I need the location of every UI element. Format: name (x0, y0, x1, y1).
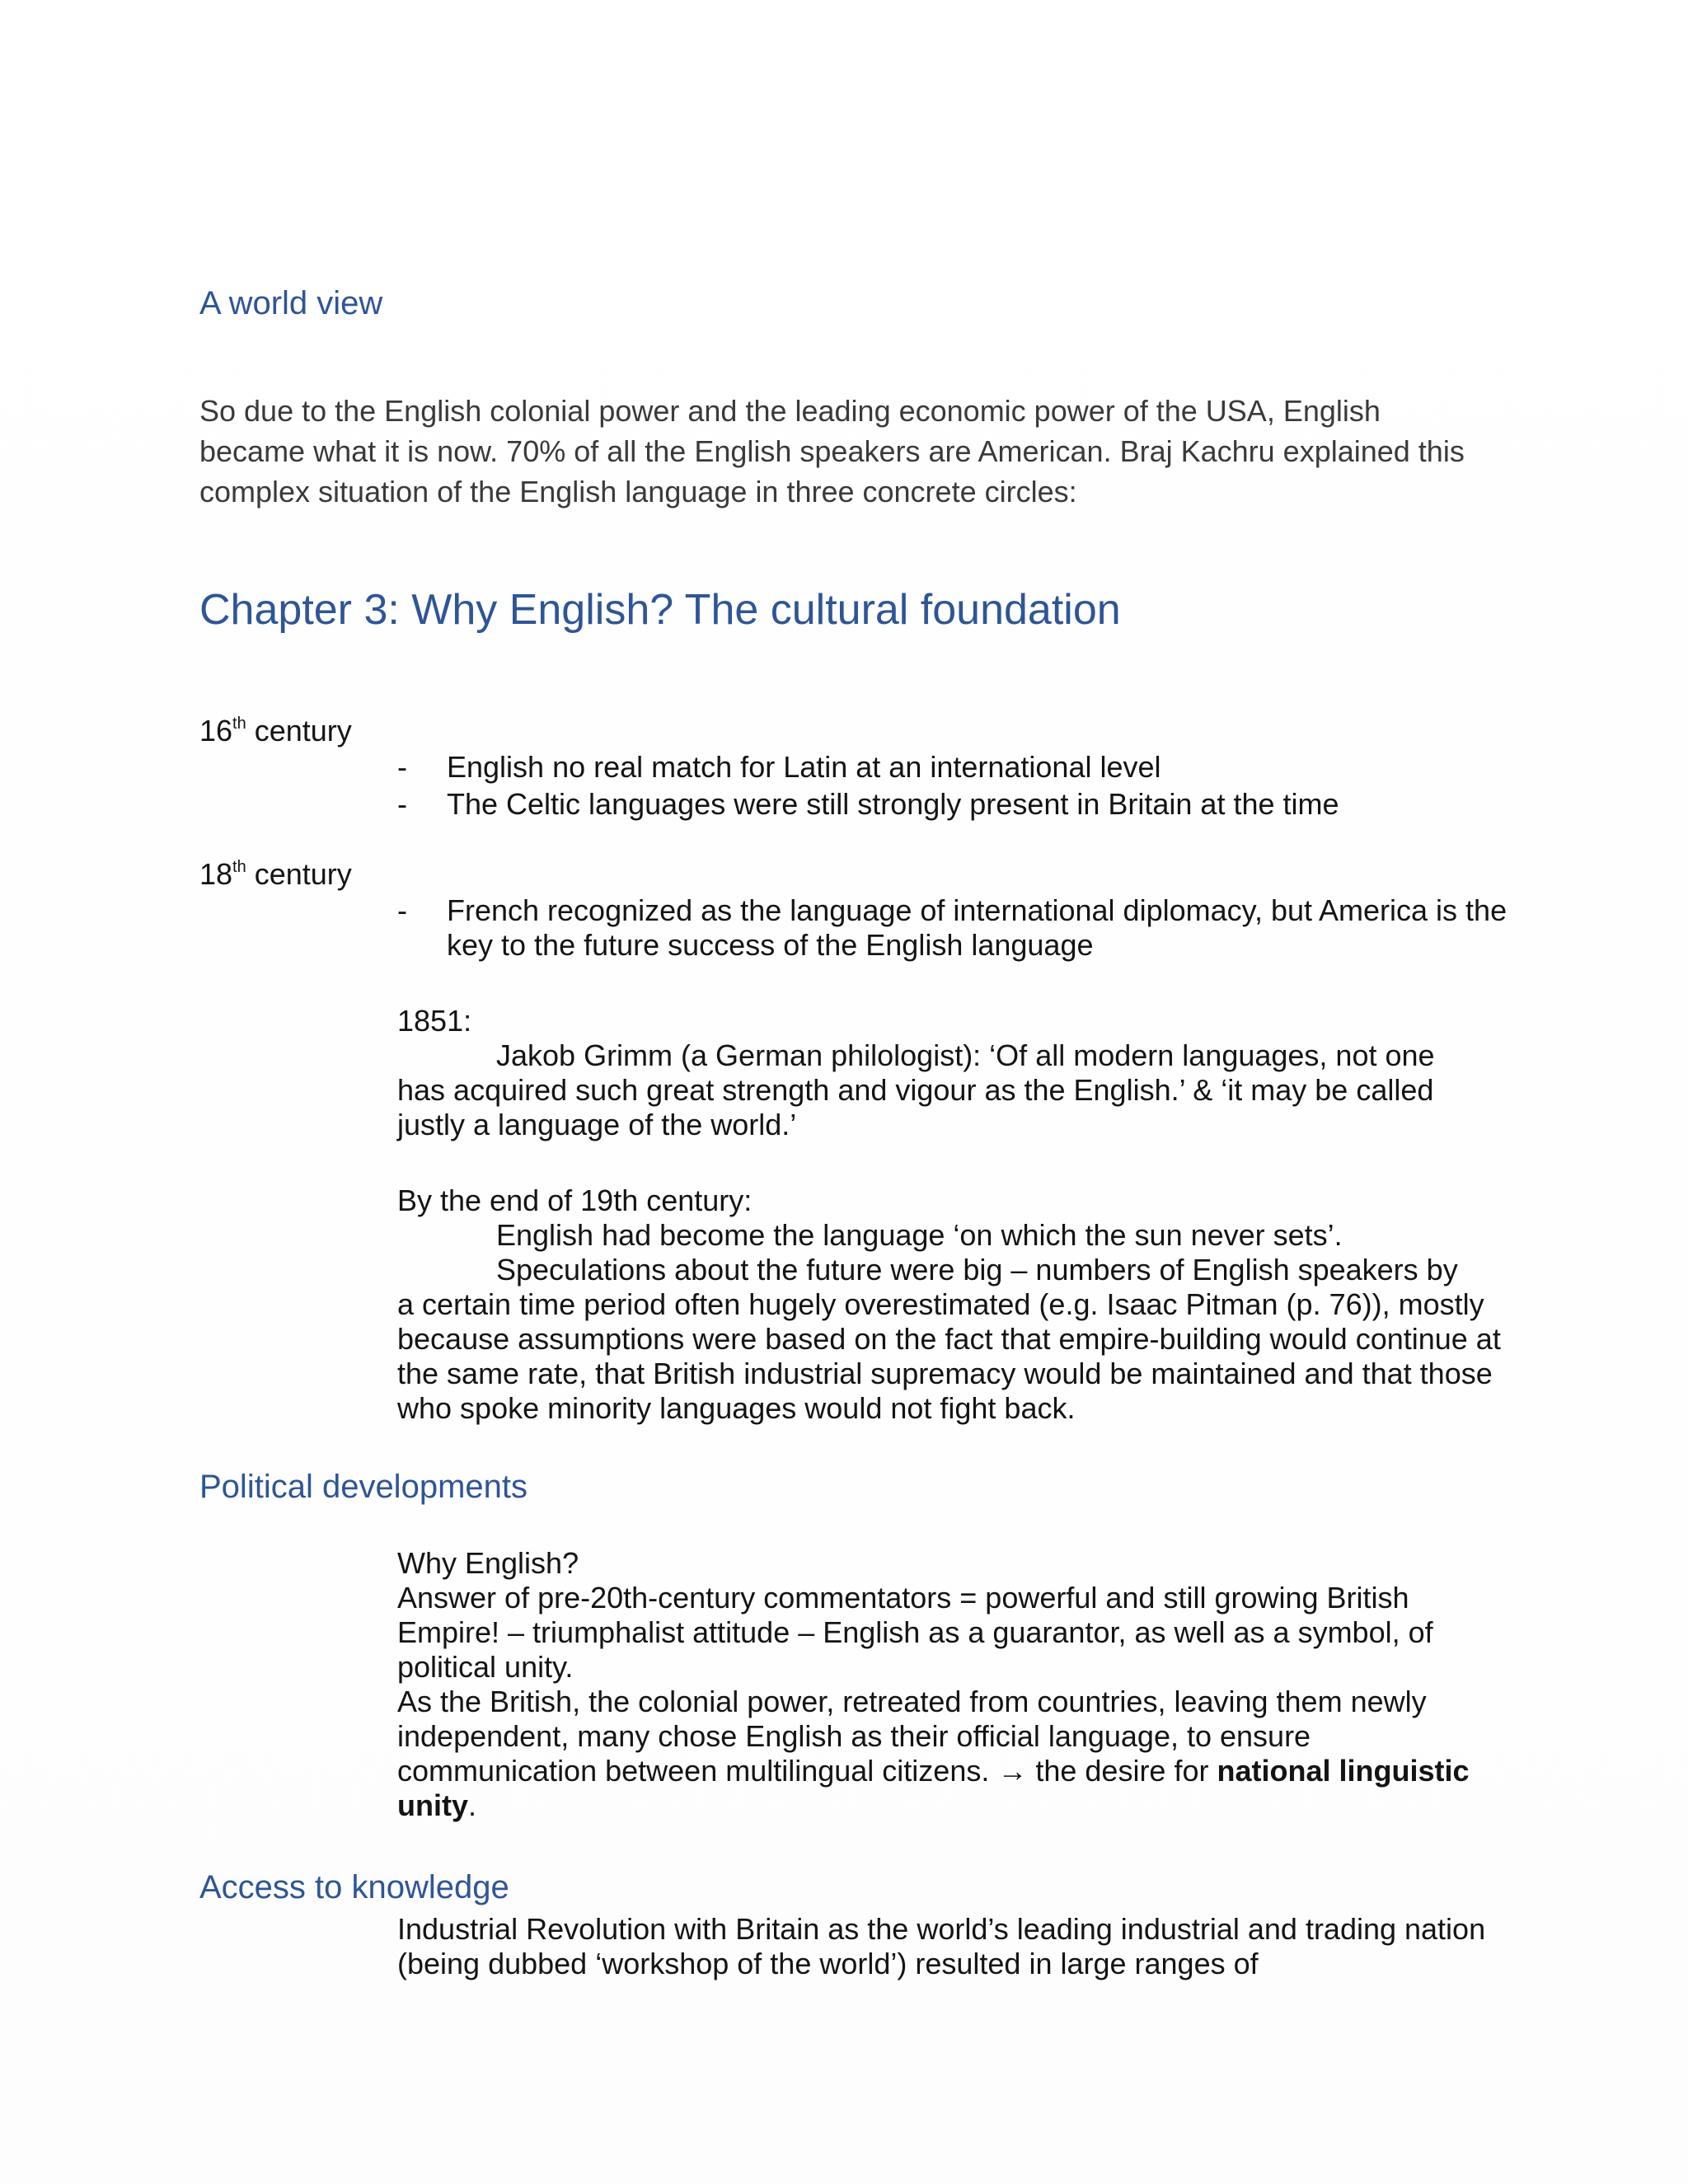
block-1851-first-line: Jakob Grimm (a German philologist): ‘Of all modern languages, not one (496, 1038, 1435, 1072)
block-end-19th-title: By the end of 19th century: (397, 1183, 753, 1217)
block-end-19th-rest: a certain time period often hugely overestimated (e.g. Isaac Pitman (p. 76)), mostly because assumptions were based on the fact that empire-building would continue at the same rate, that British industrial supremacy would be maintained and that those who spoke minority languages would not fight back. (397, 1287, 1501, 1425)
political-question: Why English? (397, 1546, 579, 1580)
political-paragraph-2 (397, 1685, 1502, 1823)
century-18-number: 18 (199, 857, 233, 891)
block-1851-rest: has acquired such great strength and vigour as the English.’ & ‘it may be called justly a language of the world.’ (397, 1073, 1434, 1141)
access-block (397, 1912, 1502, 1981)
list-item: - The Celtic languages were still strongly present in Britain at the time (397, 785, 1518, 823)
century-16-word: century (246, 714, 352, 748)
list-item: - English no real match for Latin at an international level (397, 748, 1518, 785)
access-paragraph: Industrial Revolution with Britain as the world’s leading industrial and trading nation (being dubbed ‘workshop of the world’) resulted in large ranges of (397, 1912, 1486, 1980)
block-end-19th-line1: English had become the language ‘on which the sun never sets’. (496, 1218, 1343, 1252)
political-emphasis: national linguistic unity (397, 1754, 1470, 1822)
century-18-label (199, 857, 352, 892)
century-18-suffix: th (232, 858, 246, 876)
century-16-label (199, 714, 352, 748)
block-end-19th-line2: Speculations about the future were big – numbers of English speakers by (496, 1253, 1458, 1286)
century-16-suffix: th (232, 715, 246, 733)
heading-access-to-knowledge: Access to knowledge (199, 1869, 509, 1905)
century-16-list (397, 748, 1518, 823)
political-block (397, 1546, 1502, 1823)
century-18-word: century (246, 857, 352, 891)
heading-world-view: A world view (199, 285, 383, 321)
block-1851 (397, 1004, 1502, 1142)
block-1851-title: 1851: (397, 1004, 472, 1038)
century-16-number: 16 (199, 714, 233, 748)
list-item: - French recognized as the language of international diplomacy, but America is the key to the future success of the English language (397, 893, 1518, 963)
political-paragraph-1: Answer of pre-20th-century commentators = powerful and still growing British Empire! – triumphalist attitude – English as a guarantor, as well as a symbol, of political unity. (397, 1581, 1433, 1684)
century-18-list (397, 893, 1518, 963)
world-view-paragraph: So due to the English colonial power and the leading economic power of the USA, English became what it is now. 70% of all the English speakers are American. Braj Kachru explained this complex situation of the English language in three concrete circles: (199, 394, 1465, 509)
block-end-19th (397, 1183, 1502, 1426)
heading-political-developments: Political developments (199, 1469, 528, 1505)
political-paragraph-2-end: . (468, 1788, 477, 1822)
chapter-heading: Chapter 3: Why English? The cultural foundation (199, 586, 1121, 634)
political-paragraph-2-text: As the British, the colonial power, retreated from countries, leaving them newly independent, many chose English as their official language, to ensure communication between multilingual citizens. → the desire for (397, 1685, 1427, 1788)
